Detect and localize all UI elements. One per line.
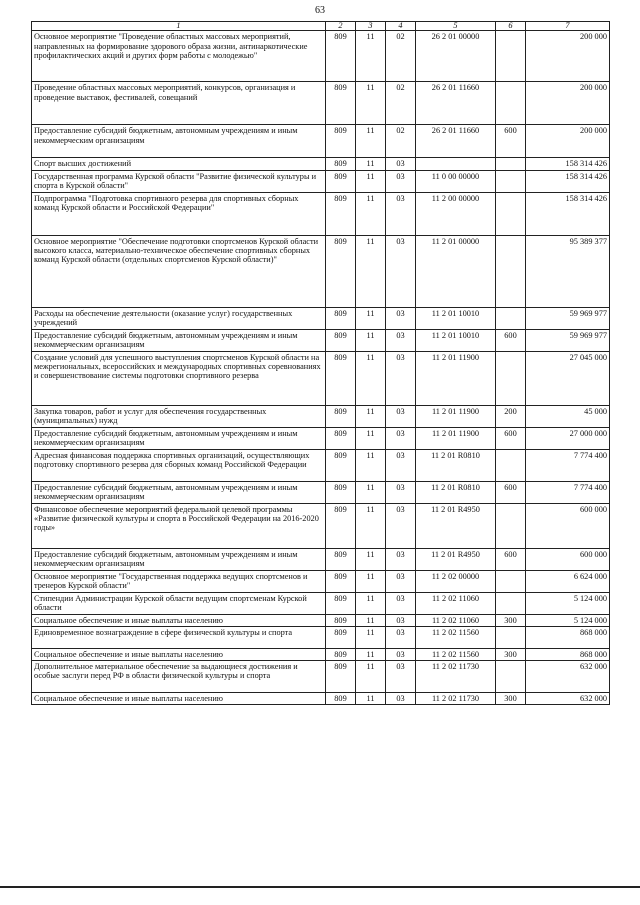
cell-grbs: 809	[326, 592, 356, 614]
cell-grbs: 809	[326, 307, 356, 329]
cell-grbs: 809	[326, 351, 356, 405]
cell-subsection: 03	[386, 405, 416, 427]
cell-sum: 45 000	[526, 405, 610, 427]
cell-subsection: 03	[386, 626, 416, 648]
cell-name: Социальное обеспечение и иные выплаты населению	[32, 693, 326, 705]
cell-subsection: 03	[386, 351, 416, 405]
cell-target-article: 11 2 01 R4950	[416, 548, 496, 570]
cell-sum: 27 045 000	[526, 351, 610, 405]
cell-sum: 5 124 000	[526, 592, 610, 614]
table-row	[32, 427, 610, 449]
cell-grbs: 809	[326, 693, 356, 705]
cell-expense-type	[496, 449, 526, 481]
cell-grbs: 809	[326, 405, 356, 427]
cell-target-article: 11 2 01 11900	[416, 405, 496, 427]
cell-section: 11	[356, 481, 386, 503]
cell-section: 11	[356, 648, 386, 660]
header-cell-subsection: 4	[386, 22, 416, 31]
cell-sum: 600 000	[526, 548, 610, 570]
cell-grbs: 809	[326, 570, 356, 592]
cell-section: 11	[356, 307, 386, 329]
table-row	[32, 592, 610, 614]
cell-name: Предоставление субсидий бюджетным, автономным учреждениям и иным некоммерческим организациям	[32, 548, 326, 570]
table-row	[32, 307, 610, 329]
page-bottom-rule	[0, 886, 640, 888]
cell-grbs: 809	[326, 192, 356, 235]
cell-grbs: 809	[326, 427, 356, 449]
page-number: 63	[315, 5, 325, 16]
cell-subsection: 03	[386, 427, 416, 449]
cell-expense-type: 600	[496, 329, 526, 351]
cell-target-article: 26 2 01 00000	[416, 31, 496, 82]
table-row	[32, 481, 610, 503]
cell-name: Предоставление субсидий бюджетным, автономным учреждениям и иным некоммерческим организациям	[32, 125, 326, 158]
cell-subsection: 03	[386, 192, 416, 235]
cell-target-article: 11 2 01 10010	[416, 307, 496, 329]
cell-sum: 632 000	[526, 693, 610, 705]
cell-section: 11	[356, 125, 386, 158]
cell-target-article: 11 2 01 R0810	[416, 481, 496, 503]
cell-grbs: 809	[326, 235, 356, 307]
cell-expense-type	[496, 31, 526, 82]
cell-name: Основное мероприятие "Проведение областных массовых мероприятий, направленных на формирование здорового образа жизни, антинаркотические профилактических акций и других форм работы с молодежью"	[32, 31, 326, 82]
budget-table	[31, 21, 610, 705]
cell-section: 11	[356, 449, 386, 481]
cell-subsection: 02	[386, 31, 416, 82]
cell-name: Закупка товаров, работ и услуг для обеспечения государственных (муниципальных) нужд	[32, 405, 326, 427]
cell-subsection: 03	[386, 693, 416, 705]
cell-target-article: 11 2 01 R0810	[416, 449, 496, 481]
header-cell-section: 3	[356, 22, 386, 31]
cell-section: 11	[356, 693, 386, 705]
cell-sum: 27 000 000	[526, 427, 610, 449]
cell-target-article: 11 2 01 11900	[416, 351, 496, 405]
cell-grbs: 809	[326, 481, 356, 503]
cell-grbs: 809	[326, 661, 356, 693]
cell-section: 11	[356, 31, 386, 82]
cell-expense-type	[496, 661, 526, 693]
cell-sum: 59 969 977	[526, 329, 610, 351]
cell-name: Единовременное вознаграждение в сфере физической культуры и спорта	[32, 626, 326, 648]
cell-sum: 600 000	[526, 503, 610, 548]
cell-target-article: 11 2 02 11730	[416, 661, 496, 693]
cell-section: 11	[356, 626, 386, 648]
table-row	[32, 158, 610, 170]
cell-sum: 868 000	[526, 626, 610, 648]
cell-target-article: 11 2 02 11730	[416, 693, 496, 705]
cell-name: Предоставление субсидий бюджетным, автономным учреждениям и иным некоммерческим организациям	[32, 427, 326, 449]
cell-subsection: 03	[386, 170, 416, 192]
cell-section: 11	[356, 351, 386, 405]
table-row	[32, 661, 610, 693]
cell-grbs: 809	[326, 503, 356, 548]
cell-sum: 158 314 426	[526, 158, 610, 170]
cell-subsection: 02	[386, 82, 416, 125]
cell-subsection: 03	[386, 307, 416, 329]
cell-section: 11	[356, 427, 386, 449]
cell-sum: 7 774 400	[526, 449, 610, 481]
cell-name: Дополнительное материальное обеспечение за выдающиеся достижения и особые заслуги перед РФ в области физической культуры и спорта	[32, 661, 326, 693]
cell-expense-type: 300	[496, 614, 526, 626]
cell-sum: 200 000	[526, 31, 610, 82]
table-row	[32, 192, 610, 235]
cell-section: 11	[356, 503, 386, 548]
cell-grbs: 809	[326, 648, 356, 660]
cell-expense-type	[496, 570, 526, 592]
cell-target-article: 26 2 01 11660	[416, 125, 496, 158]
cell-section: 11	[356, 548, 386, 570]
cell-target-article: 26 2 01 11660	[416, 82, 496, 125]
cell-grbs: 809	[326, 170, 356, 192]
cell-name: Социальное обеспечение и иные выплаты населению	[32, 648, 326, 660]
table-row	[32, 648, 610, 660]
cell-target-article: 11 2 02 11560	[416, 648, 496, 660]
table-row	[32, 614, 610, 626]
cell-sum: 7 774 400	[526, 481, 610, 503]
cell-sum: 95 389 377	[526, 235, 610, 307]
cell-subsection: 02	[386, 125, 416, 158]
cell-subsection: 03	[386, 158, 416, 170]
cell-grbs: 809	[326, 158, 356, 170]
cell-sum: 158 314 426	[526, 170, 610, 192]
cell-expense-type	[496, 592, 526, 614]
cell-expense-type: 600	[496, 427, 526, 449]
header-cell-expense-type: 6	[496, 22, 526, 31]
cell-target-article: 11 2 02 00000	[416, 570, 496, 592]
cell-sum: 59 969 977	[526, 307, 610, 329]
cell-sum: 5 124 000	[526, 614, 610, 626]
table-row	[32, 351, 610, 405]
cell-section: 11	[356, 661, 386, 693]
cell-subsection: 03	[386, 548, 416, 570]
table-row	[32, 235, 610, 307]
cell-target-article: 11 0 00 00000	[416, 170, 496, 192]
cell-expense-type: 600	[496, 125, 526, 158]
cell-subsection: 03	[386, 481, 416, 503]
header-cell-target-article: 5	[416, 22, 496, 31]
cell-target-article: 11 2 02 11560	[416, 626, 496, 648]
cell-name: Финансовое обеспечение мероприятий федеральной целевой программы «Развитие физической культуры и спорта в Российской Федерации на 2016-2020 годы»	[32, 503, 326, 548]
cell-name: Предоставление субсидий бюджетным, автономным учреждениям и иным некоммерческим организациям	[32, 329, 326, 351]
table-row	[32, 548, 610, 570]
cell-grbs: 809	[326, 329, 356, 351]
cell-sum: 6 624 000	[526, 570, 610, 592]
header-cell-sum: 7	[526, 22, 610, 31]
header-cell-grbs: 2	[326, 22, 356, 31]
cell-target-article: 11 2 02 11060	[416, 592, 496, 614]
cell-sum: 200 000	[526, 82, 610, 125]
cell-section: 11	[356, 235, 386, 307]
cell-target-article: 11 2 01 11900	[416, 427, 496, 449]
table-row	[32, 31, 610, 82]
cell-sum: 632 000	[526, 661, 610, 693]
table-row	[32, 570, 610, 592]
cell-name: Основное мероприятие "Обеспечение подготовки спортсменов Курской области высокого класса, материально-техническое обеспечение спортивных сборных команд Курской области (отдельных спортсменов Курской области)"	[32, 235, 326, 307]
cell-expense-type	[496, 503, 526, 548]
cell-subsection: 03	[386, 661, 416, 693]
cell-target-article: 11 2 00 00000	[416, 192, 496, 235]
cell-expense-type	[496, 82, 526, 125]
cell-subsection: 03	[386, 614, 416, 626]
cell-section: 11	[356, 592, 386, 614]
cell-name: Предоставление субсидий бюджетным, автономным учреждениям и иным некоммерческим организациям	[32, 481, 326, 503]
cell-target-article: 11 2 01 10010	[416, 329, 496, 351]
cell-section: 11	[356, 158, 386, 170]
cell-subsection: 03	[386, 570, 416, 592]
cell-name: Подпрограмма "Подготовка спортивного резерва для спортивных сборных команд Курской области и Российской Федерации"	[32, 192, 326, 235]
cell-expense-type: 200	[496, 405, 526, 427]
cell-expense-type: 600	[496, 548, 526, 570]
cell-sum: 868 000	[526, 648, 610, 660]
cell-subsection: 03	[386, 592, 416, 614]
cell-grbs: 809	[326, 626, 356, 648]
cell-expense-type	[496, 307, 526, 329]
table-row	[32, 503, 610, 548]
cell-target-article	[416, 158, 496, 170]
cell-grbs: 809	[326, 125, 356, 158]
table-row	[32, 125, 610, 158]
cell-expense-type	[496, 351, 526, 405]
cell-section: 11	[356, 82, 386, 125]
cell-expense-type	[496, 158, 526, 170]
cell-name: Социальное обеспечение и иные выплаты населению	[32, 614, 326, 626]
cell-section: 11	[356, 170, 386, 192]
cell-expense-type	[496, 170, 526, 192]
cell-section: 11	[356, 192, 386, 235]
cell-name: Стипендии Администрации Курской области ведущим спортсменам Курской области	[32, 592, 326, 614]
cell-target-article: 11 2 02 11060	[416, 614, 496, 626]
table-row	[32, 329, 610, 351]
cell-target-article: 11 2 01 R4950	[416, 503, 496, 548]
cell-grbs: 809	[326, 449, 356, 481]
cell-subsection: 03	[386, 503, 416, 548]
cell-name: Государственная программа Курской области "Развитие физической культуры и спорта в Курской области"	[32, 170, 326, 192]
cell-expense-type: 600	[496, 481, 526, 503]
header-cell-name: 1	[32, 22, 326, 31]
cell-subsection: 03	[386, 329, 416, 351]
table-row	[32, 405, 610, 427]
cell-grbs: 809	[326, 548, 356, 570]
cell-grbs: 809	[326, 31, 356, 82]
cell-subsection: 03	[386, 648, 416, 660]
cell-expense-type: 300	[496, 648, 526, 660]
table-body	[32, 22, 610, 705]
cell-subsection: 03	[386, 449, 416, 481]
cell-name: Создание условий для успешного выступления спортсменов Курской области на межрегиональных, всероссийских и международных спортивных соревнованиях и совершенствование системы подготовки спортивного резерва	[32, 351, 326, 405]
cell-sum: 200 000	[526, 125, 610, 158]
cell-target-article: 11 2 01 00000	[416, 235, 496, 307]
table-row	[32, 449, 610, 481]
cell-section: 11	[356, 570, 386, 592]
cell-name: Расходы на обеспечение деятельности (оказание услуг) государственных учреждений	[32, 307, 326, 329]
table-row	[32, 170, 610, 192]
table-header-row	[32, 22, 610, 31]
cell-expense-type	[496, 235, 526, 307]
cell-name: Спорт высших достижений	[32, 158, 326, 170]
cell-name: Проведение областных массовых мероприятий, конкурсов, организация и проведение выставок, фестивалей, совещаний	[32, 82, 326, 125]
cell-name: Адресная финансовая поддержка спортивных организаций, осуществляющих подготовку спортивного резерва для сборных команд Российской Федерации	[32, 449, 326, 481]
cell-section: 11	[356, 405, 386, 427]
cell-sum: 158 314 426	[526, 192, 610, 235]
cell-expense-type: 300	[496, 693, 526, 705]
cell-section: 11	[356, 329, 386, 351]
table-row	[32, 82, 610, 125]
cell-expense-type	[496, 626, 526, 648]
table-row	[32, 693, 610, 705]
cell-subsection: 03	[386, 235, 416, 307]
cell-section: 11	[356, 614, 386, 626]
cell-grbs: 809	[326, 82, 356, 125]
cell-name: Основное мероприятие "Государственная поддержка ведущих спортсменов и тренеров Курской области"	[32, 570, 326, 592]
cell-expense-type	[496, 192, 526, 235]
cell-grbs: 809	[326, 614, 356, 626]
table-row	[32, 626, 610, 648]
